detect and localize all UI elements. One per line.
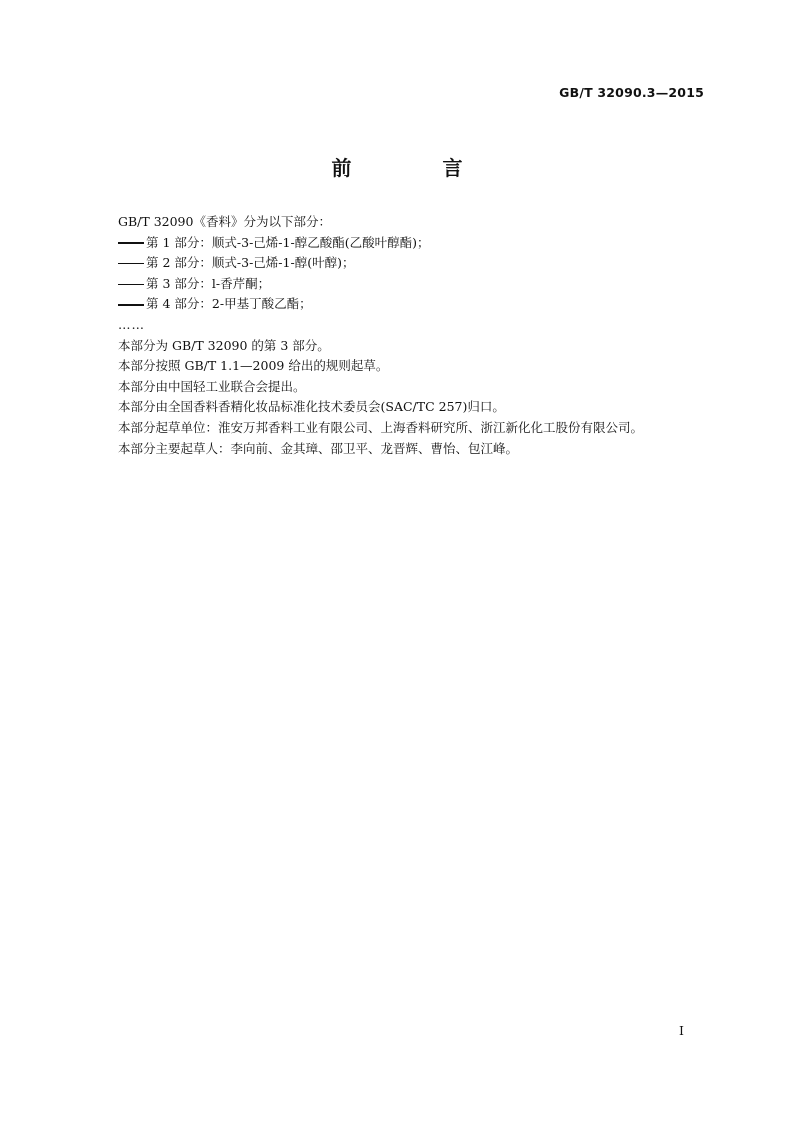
statement-line: 本部分按照 GB/T 1.1—2009 给出的规则起草。 bbox=[118, 358, 389, 374]
em-dash bbox=[118, 242, 144, 243]
list-item bbox=[118, 253, 718, 274]
part-label: 第 4 部分：2-甲基丁酸乙酯； bbox=[146, 296, 312, 312]
statement-line: 本部分主要起草人：李向前、金其璋、邵卫平、龙晋辉、曹怡、包江峰。 bbox=[118, 440, 519, 456]
em-dash bbox=[118, 304, 144, 305]
statement-line: 本部分由全国香料香精化妆品标准化技术委员会(SAC/TC 257)归口。 bbox=[118, 399, 505, 415]
list-item bbox=[118, 294, 718, 315]
em-dash bbox=[118, 263, 144, 264]
part-label: 第 1 部分：顺式-3-己烯-1-醇乙酸酯(乙酸叶醇酯)； bbox=[146, 234, 430, 250]
document-body bbox=[118, 212, 718, 459]
part-label: 第 3 部分：l-香芹酮； bbox=[146, 275, 271, 291]
list-item bbox=[118, 233, 718, 254]
intro-line: GB/T 32090《香料》分为以下部分： bbox=[118, 214, 331, 229]
em-dash bbox=[118, 284, 144, 285]
part-label: 第 2 部分：顺式-3-己烯-1-醇(叶醇)； bbox=[146, 255, 355, 271]
page-number: I bbox=[679, 1023, 684, 1038]
statement-line: 本部分起草单位：淮安万邦香料工业有限公司、上海香料研究所、浙江新化化工股份有限公司。 bbox=[118, 419, 644, 435]
statement-line: 本部分为 GB/T 32090 的第 3 部分。 bbox=[118, 337, 330, 353]
page-title: 前 言 bbox=[331, 156, 505, 180]
ellipsis: …… bbox=[118, 316, 145, 332]
standard-code: GB/T 32090.3—2015 bbox=[559, 85, 704, 100]
statement-line: 本部分由中国轻工业联合会提出。 bbox=[118, 378, 306, 394]
list-item bbox=[118, 274, 718, 295]
